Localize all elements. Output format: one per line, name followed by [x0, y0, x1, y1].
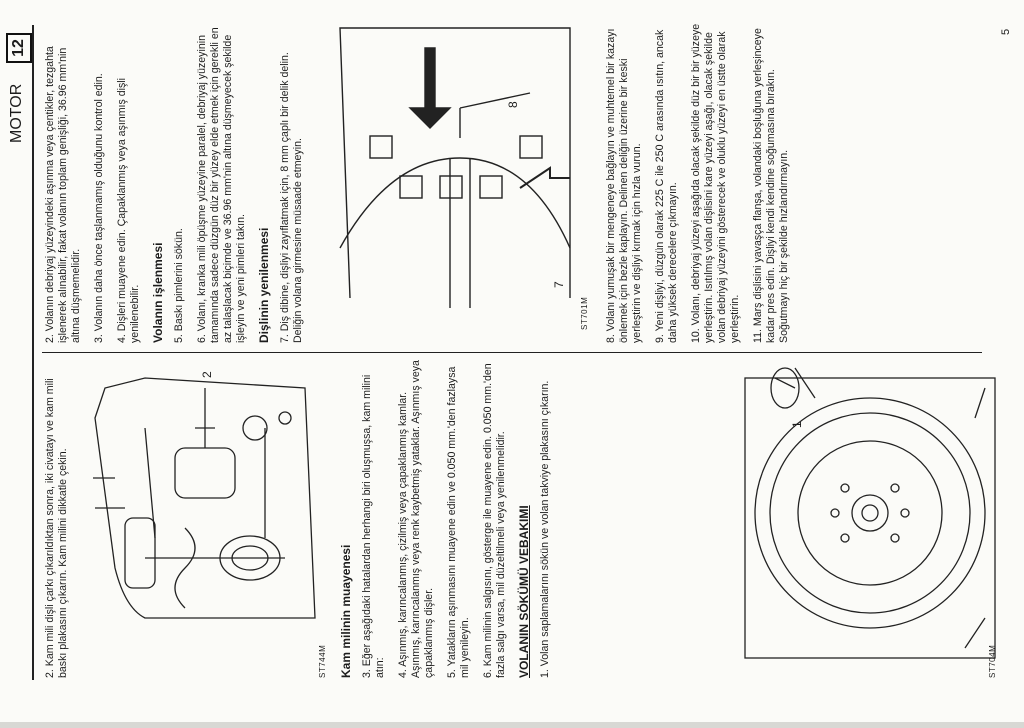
- figure-callout-1: 1: [790, 420, 804, 428]
- header-rule: [32, 25, 34, 680]
- step-1-flywheel: 1. Volan saplamalarını sökün ve volan takviye plakasını çıkarın.: [539, 380, 551, 678]
- step-10-place-gear: 10. Volanı, debriyaj yüzeyi aşağıda olacak şekilde düz bir bir yüzeye yerleştirin. Isıtılmış volan dişlisini kare yüzeyi aşağı, olacak şekilde volan debriyaj yüzeyini gösterecek ve oluklu yüzeyi en üstte olarak yerleştirin.: [690, 23, 741, 343]
- step-9-heat-gear: 9. Yeni dişliyi, düzgün olarak 225 C ile 250 C arasında ısıtın, ancak daha yüksek derecelere çıkmayın.: [654, 29, 679, 343]
- step-2-clutch-surface: 2. Volanın debriyaj yüzeyindeki aşınma veya çentikler, tezgahta işlenerek alınabilir, fakat volanın toplam genişliği, 36.96 mm'nin altına düşmemelidir.: [44, 46, 82, 343]
- page-number: 5: [1000, 28, 1012, 35]
- right-column: [44, 23, 315, 343]
- figure-callout-7: 7: [552, 280, 566, 288]
- page-box: 12: [6, 33, 32, 63]
- heading-gear-replacement: Dişlinin yenilenmesi: [257, 227, 271, 343]
- right-column-lower: [605, 23, 801, 343]
- step-4-defects: 4. Aşınmış, karıncalanmış, çizilmiş veya çapaklanmış kamlar. Aşınmış, karıncalanmış veya renk kaybetmiş yataklar. Aşınmış veya çapaklanmış dişler.: [397, 360, 435, 678]
- figure-callout-8: 8: [506, 100, 520, 108]
- step-3-grinding-check: 3. Volanın daha önce taşlanmamış olduğunu kontrol edin.: [93, 73, 105, 343]
- step-11-press-gear: 11. Marş dişlisini yavaşça flanşa, volandaki boşluğuna yerleşinceye kadar pres edin. Dişliyi kendi kendine soğumasına bırakın. Soğutmayı hiç bir şekilde hızlandırmayın.: [752, 28, 790, 343]
- figure-callout-2: 2: [200, 370, 214, 378]
- camshaft-figure: [85, 348, 325, 628]
- step-8-vise: 8. Volanı yumuşak bir mengeneye bağlayın ve muhtemel bir kazayı önlemek için bezle kaplayın. Delinen deliğin üzerine bir keski yerleştirin ve dişliyi kırmak için hızla vurun.: [605, 28, 643, 343]
- step-2-camshaft: 2. Kam mili dişli çarkı çıkarıldıktan sonra, iki civatayı ve kam mili baskı plakasını çıkarın. Kam milini dikkatle çekin.: [44, 378, 69, 678]
- step-4-teeth: 4. Dişleri muayene edin. Çapaklanmış veya aşınmış dişli yenilenebilir.: [116, 78, 141, 343]
- step-7-drill: 7. Diş dibine, dişliyi zayıflatmak için, 8 mm çaplı bir delik delin. Deliğin volana girmesine müsaade etmeyin.: [279, 52, 304, 343]
- heading-flywheel-removal: VOLANIN SÖKÜMÜ VEBAKIMI: [517, 505, 531, 678]
- step-6-runout: 6. Kam milinin salgısını, gösterge ile muayene edin. 0.050 mm.'den fazla salgı varsa, mil düzeltilmeli veya yenilenmelidir.: [482, 363, 507, 678]
- step-5-pins: 5. Baskı pimlerini sökün.: [173, 228, 185, 343]
- ring-gear-figure: [330, 23, 580, 308]
- figure-label-st701m: ST701M: [580, 296, 589, 330]
- figure-label-st704m: ST704M: [988, 644, 997, 678]
- step-3-inspect: 3. Eğer aşağıdaki hatalardan herhangi biri oluşmuşsa, kam milini atın:: [361, 374, 386, 678]
- flywheel-figure: [735, 360, 1005, 678]
- left-column-lower: [340, 360, 562, 678]
- figure-label-st744m: ST744M: [318, 644, 327, 678]
- heading-camshaft-inspection: Kam milinin muayenesi: [339, 544, 353, 678]
- scan-edge: [0, 722, 1024, 728]
- left-column: [44, 360, 80, 678]
- section-title: MOTOR: [8, 83, 25, 143]
- step-5-bearings: 5. Yatakların aşınmasını muayene edin ve 0.050 mm.'den fazlaysa mil yenileyin.: [446, 366, 471, 678]
- step-6-machining: 6. Volanı, kranka mili öpüşme yüzeyine paralel, debriyaj yüzeyinin tamamında sadece düzgün düz bir yüzey elde etmek için gerekli en az talaşlacak biçimde ve 36.96 mm'nin altına düşmeyecek şekilde işleyin ve yeni pimleri takın.: [196, 27, 247, 343]
- heading-flywheel-machining: Volanın işlenmesi: [151, 242, 165, 343]
